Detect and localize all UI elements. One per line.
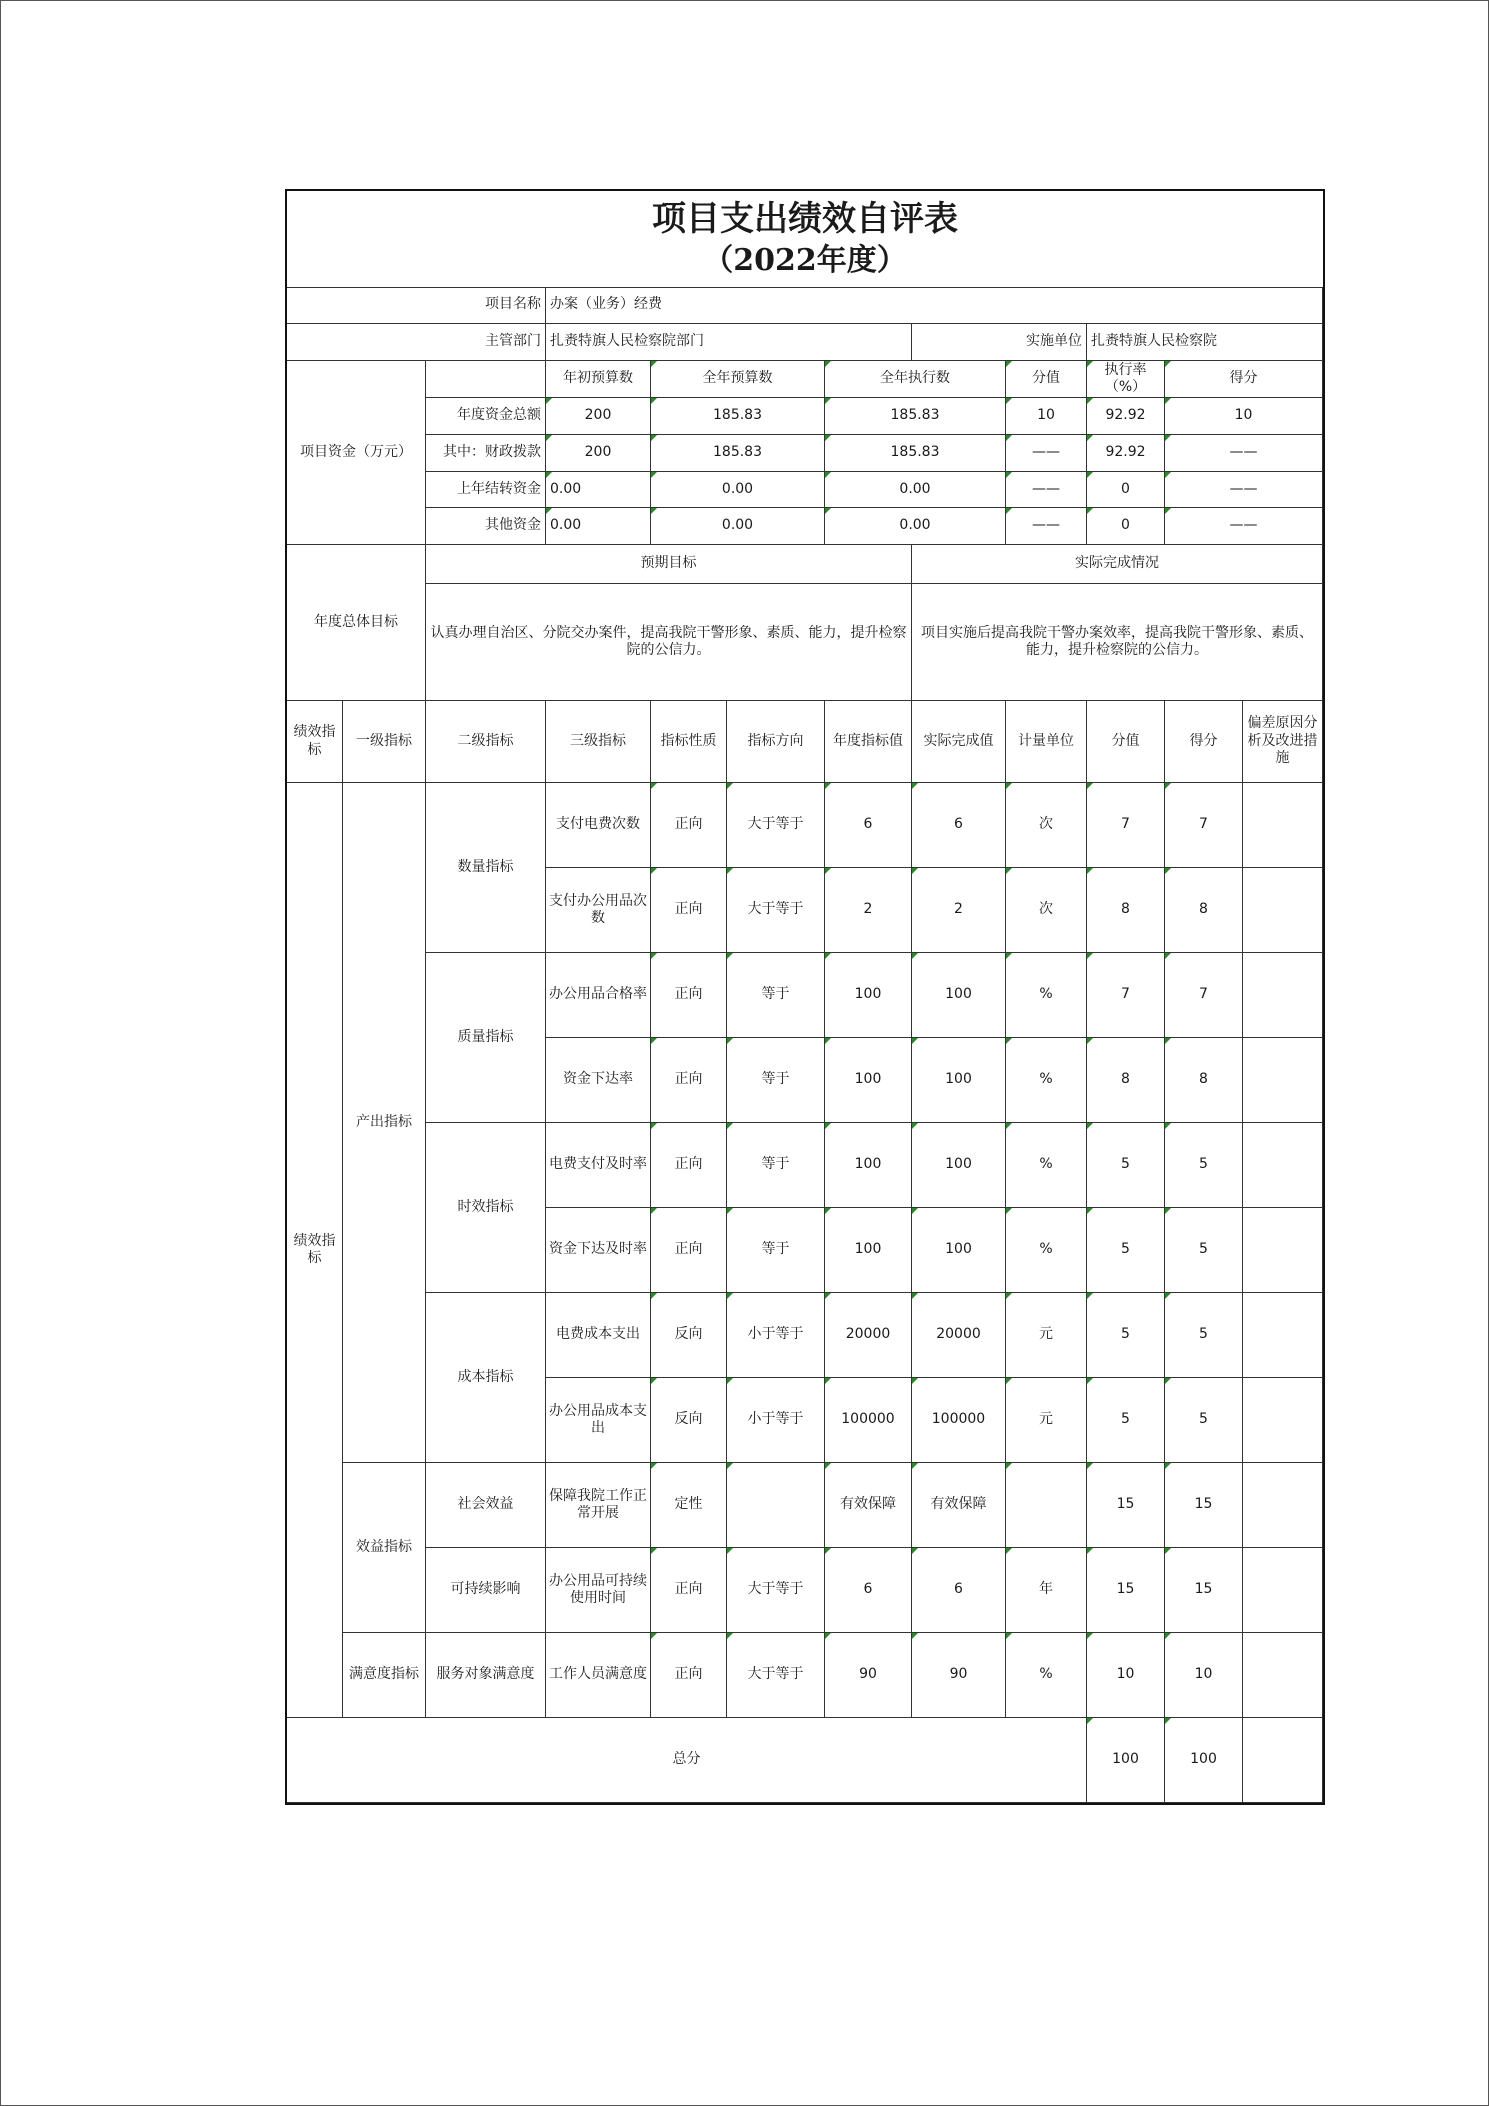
indicator-cell: 7 — [1087, 953, 1165, 1038]
indicator-cell: 2 — [825, 868, 912, 953]
level1-satisfaction: 满意度指标 — [343, 1633, 426, 1718]
level2-indicator: 社会效益 — [426, 1463, 546, 1548]
project-funds-label: 项目资金（万元） — [287, 361, 426, 545]
indicator-header-cell: 得分 — [1165, 701, 1243, 783]
funds-row-value: —— — [1165, 508, 1323, 545]
indicator-cell: 5 — [1165, 1123, 1243, 1208]
funds-row-value: —— — [1006, 435, 1087, 472]
indicator-cell: 办公用品成本支出 — [546, 1378, 651, 1463]
indicator-cell: 90 — [912, 1633, 1006, 1718]
indicator-cell: 100 — [912, 953, 1006, 1038]
deviation-cell — [1243, 868, 1323, 953]
indicator-cell: 100000 — [912, 1378, 1006, 1463]
indicator-cell: % — [1006, 1208, 1087, 1293]
funds-row-value: —— — [1006, 508, 1087, 545]
indicator-cell: 15 — [1087, 1463, 1165, 1548]
funds-row-value: 10 — [1165, 398, 1323, 435]
funds-header-cell: 执行率（%） — [1087, 361, 1165, 398]
indicator-cell: 大于等于 — [727, 1633, 825, 1718]
indicator-cell: 资金下达率 — [546, 1038, 651, 1123]
performance-indicator-label: 绩效指标 — [287, 783, 343, 1718]
indicator-cell: 电费成本支出 — [546, 1293, 651, 1378]
funds-row-name: 其他资金 — [426, 508, 546, 545]
indicator-cell — [1006, 1463, 1087, 1548]
funds-header-cell: 全年预算数 — [651, 361, 825, 398]
indicator-header-cell: 指标方向 — [727, 701, 825, 783]
indicator-cell: 5 — [1087, 1208, 1165, 1293]
indicator-cell: 正向 — [651, 1548, 727, 1633]
implementing-unit-value: 扎赉特旗人民检察院 — [1087, 324, 1323, 361]
indicator-cell: 5 — [1165, 1378, 1243, 1463]
funds-row-name: 上年结转资金 — [426, 472, 546, 508]
indicator-cell: 100 — [912, 1038, 1006, 1123]
actual-completion-text: 项目实施后提高我院干警办案效率，提高我院干警形象、素质、能力，提升检察院的公信力。 — [912, 584, 1323, 701]
indicator-cell: % — [1006, 1123, 1087, 1208]
deviation-cell — [1243, 1208, 1323, 1293]
indicator-header-cell: 指标性质 — [651, 701, 727, 783]
indicator-cell: 100 — [825, 1208, 912, 1293]
funds-row-value: 185.83 — [651, 398, 825, 435]
funds-header-cell: 全年执行数 — [825, 361, 1006, 398]
indicator-cell: 元 — [1006, 1293, 1087, 1378]
indicator-cell: 大于等于 — [727, 783, 825, 868]
indicator-cell: 90 — [825, 1633, 912, 1718]
indicator-cell: 15 — [1165, 1463, 1243, 1548]
funds-row-value: 0 — [1087, 472, 1165, 508]
page-subtitle-year: （2022年度） — [703, 243, 907, 278]
indicator-cell: 10 — [1087, 1633, 1165, 1718]
indicator-cell: 支付电费次数 — [546, 783, 651, 868]
indicator-header-cell: 偏差原因分析及改进措施 — [1243, 701, 1323, 783]
department-label: 主管部门 — [287, 324, 546, 361]
total-deviation-cell — [1243, 1718, 1323, 1803]
indicator-cell: 有效保障 — [825, 1463, 912, 1548]
indicator-header-cell: 三级指标 — [546, 701, 651, 783]
funds-row-value: 200 — [546, 398, 651, 435]
deviation-cell — [1243, 1633, 1323, 1718]
deviation-cell — [1243, 1463, 1323, 1548]
indicator-cell: 反向 — [651, 1293, 727, 1378]
indicator-cell: 20000 — [912, 1293, 1006, 1378]
indicator-cell: 15 — [1087, 1548, 1165, 1633]
funds-row-value: 185.83 — [825, 398, 1006, 435]
indicator-cell: 保障我院工作正常开展 — [546, 1463, 651, 1548]
indicator-cell: 反向 — [651, 1378, 727, 1463]
funds-row-value: 0 — [1087, 508, 1165, 545]
indicator-cell: 20000 — [825, 1293, 912, 1378]
deviation-cell — [1243, 1293, 1323, 1378]
indicator-cell: 15 — [1165, 1548, 1243, 1633]
indicator-cell: 5 — [1087, 1123, 1165, 1208]
indicator-cell: 7 — [1087, 783, 1165, 868]
indicator-cell: 7 — [1165, 953, 1243, 1038]
indicator-cell: 2 — [912, 868, 1006, 953]
annual-goal-label: 年度总体目标 — [287, 545, 426, 701]
total-score-label: 总分 — [287, 1718, 1087, 1803]
project-name-value: 办案（业务）经费 — [546, 287, 1323, 324]
indicator-cell: 6 — [825, 783, 912, 868]
indicator-cell — [727, 1463, 825, 1548]
indicator-cell: 大于等于 — [727, 1548, 825, 1633]
indicator-cell: 100 — [825, 1123, 912, 1208]
funds-row-value: 200 — [546, 435, 651, 472]
indicator-cell: 元 — [1006, 1378, 1087, 1463]
indicator-header-cell: 二级指标 — [426, 701, 546, 783]
indicator-cell: 正向 — [651, 1123, 727, 1208]
indicator-cell: 有效保障 — [912, 1463, 1006, 1548]
indicator-cell: 5 — [1165, 1293, 1243, 1378]
indicator-cell: 正向 — [651, 1208, 727, 1293]
funds-row-value: 0.00 — [546, 472, 651, 508]
funds-row-value: 0.00 — [546, 508, 651, 545]
funds-row-value: 0.00 — [651, 472, 825, 508]
funds-row-value: 185.83 — [825, 435, 1006, 472]
indicator-cell: 6 — [825, 1548, 912, 1633]
actual-completion-header: 实际完成情况 — [912, 545, 1323, 584]
indicator-cell: 次 — [1006, 868, 1087, 953]
indicator-cell: 大于等于 — [727, 868, 825, 953]
indicator-cell: % — [1006, 1633, 1087, 1718]
indicator-cell: 小于等于 — [727, 1293, 825, 1378]
indicator-cell: 工作人员满意度 — [546, 1633, 651, 1718]
indicator-cell: 办公用品合格率 — [546, 953, 651, 1038]
indicator-cell: 5 — [1087, 1378, 1165, 1463]
funds-header-blank — [426, 361, 546, 398]
funds-header-cell: 分值 — [1006, 361, 1087, 398]
deviation-cell — [1243, 783, 1323, 868]
indicator-cell: 100000 — [825, 1378, 912, 1463]
indicator-cell: 电费支付及时率 — [546, 1123, 651, 1208]
indicator-cell: 100 — [825, 1038, 912, 1123]
indicator-cell: 100 — [912, 1208, 1006, 1293]
indicator-cell: 10 — [1165, 1633, 1243, 1718]
indicator-cell: 8 — [1087, 1038, 1165, 1123]
indicator-cell: 100 — [912, 1123, 1006, 1208]
level2-indicator: 成本指标 — [426, 1293, 546, 1463]
level2-indicator: 时效指标 — [426, 1123, 546, 1293]
funds-row-value: 185.83 — [651, 435, 825, 472]
indicator-header-cell: 年度指标值 — [825, 701, 912, 783]
project-name-label: 项目名称 — [287, 287, 546, 324]
total-score-got: 100 — [1165, 1718, 1243, 1803]
indicator-cell: 6 — [912, 783, 1006, 868]
level2-indicator: 服务对象满意度 — [426, 1633, 546, 1718]
deviation-cell — [1243, 953, 1323, 1038]
funds-row-value: 92.92 — [1087, 398, 1165, 435]
indicator-cell: 等于 — [727, 1123, 825, 1208]
total-score-value: 100 — [1087, 1718, 1165, 1803]
deviation-cell — [1243, 1548, 1323, 1633]
indicator-cell: 办公用品可持续使用时间 — [546, 1548, 651, 1633]
indicator-cell: 5 — [1087, 1293, 1165, 1378]
indicator-cell: 年 — [1006, 1548, 1087, 1633]
indicator-cell: 正向 — [651, 953, 727, 1038]
table-title-block — [287, 191, 1323, 288]
indicator-cell: 资金下达及时率 — [546, 1208, 651, 1293]
funds-row-name: 年度资金总额 — [426, 398, 546, 435]
funds-row-name: 其中：财政拨款 — [426, 435, 546, 472]
funds-header-cell: 年初预算数 — [546, 361, 651, 398]
funds-row-value: 0.00 — [825, 472, 1006, 508]
indicator-cell: % — [1006, 1038, 1087, 1123]
implementing-unit-label: 实施单位 — [912, 324, 1087, 361]
level2-indicator: 数量指标 — [426, 783, 546, 953]
deviation-cell — [1243, 1038, 1323, 1123]
level1-benefit: 效益指标 — [343, 1463, 426, 1633]
deviation-cell — [1243, 1123, 1323, 1208]
expected-goal-header: 预期目标 — [426, 545, 912, 584]
funds-row-value: —— — [1165, 435, 1323, 472]
indicator-cell: 5 — [1165, 1208, 1243, 1293]
indicator-cell: 正向 — [651, 868, 727, 953]
indicator-cell: 正向 — [651, 1633, 727, 1718]
indicator-cell: 支付办公用品次数 — [546, 868, 651, 953]
expected-goal-text: 认真办理自治区、分院交办案件，提高我院干警形象、素质、能力，提升检察院的公信力。 — [426, 584, 912, 701]
indicator-cell: 正向 — [651, 783, 727, 868]
level1-output: 产出指标 — [343, 783, 426, 1463]
indicator-header-cell: 计量单位 — [1006, 701, 1087, 783]
indicator-cell: 8 — [1165, 1038, 1243, 1123]
indicator-cell: % — [1006, 953, 1087, 1038]
indicator-cell: 等于 — [727, 1208, 825, 1293]
indicator-header-cell: 一级指标 — [343, 701, 426, 783]
indicator-cell: 等于 — [727, 1038, 825, 1123]
level2-indicator: 可持续影响 — [426, 1548, 546, 1633]
indicator-header-cell: 实际完成值 — [912, 701, 1006, 783]
indicator-cell: 正向 — [651, 1038, 727, 1123]
indicator-cell: 小于等于 — [727, 1378, 825, 1463]
indicator-cell: 次 — [1006, 783, 1087, 868]
indicator-header-cell: 分值 — [1087, 701, 1165, 783]
level2-indicator: 质量指标 — [426, 953, 546, 1123]
indicator-cell: 7 — [1165, 783, 1243, 868]
indicator-cell: 等于 — [727, 953, 825, 1038]
funds-row-value: —— — [1006, 472, 1087, 508]
funds-row-value: 0.00 — [825, 508, 1006, 545]
page-title: 项目支出绩效自评表 — [652, 199, 958, 239]
indicator-cell: 8 — [1087, 868, 1165, 953]
deviation-cell — [1243, 1378, 1323, 1463]
indicator-cell: 8 — [1165, 868, 1243, 953]
funds-row-value: 92.92 — [1087, 435, 1165, 472]
funds-row-value: 0.00 — [651, 508, 825, 545]
indicator-header-cell: 绩效指标 — [287, 701, 343, 783]
funds-row-value: —— — [1165, 472, 1323, 508]
indicator-cell: 100 — [825, 953, 912, 1038]
indicator-cell: 6 — [912, 1548, 1006, 1633]
evaluation-table — [285, 189, 1325, 1805]
indicator-cell: 定性 — [651, 1463, 727, 1548]
department-value: 扎赉特旗人民检察院部门 — [546, 324, 912, 361]
funds-row-value: 10 — [1006, 398, 1087, 435]
funds-header-cell: 得分 — [1165, 361, 1323, 398]
